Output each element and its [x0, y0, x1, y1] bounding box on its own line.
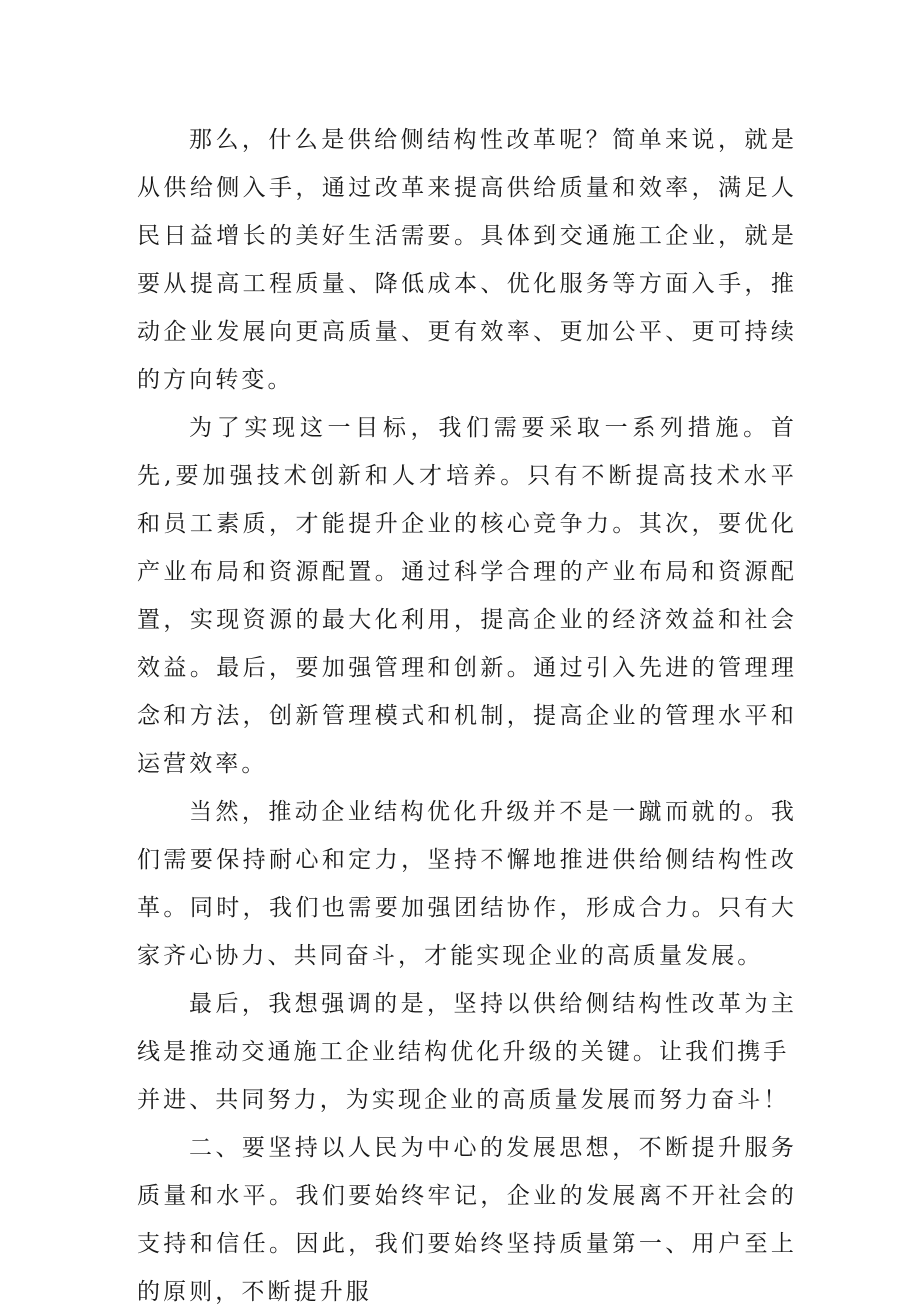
paragraph-conclusion-line1: 最后，我想强调的是，坚持以供给侧结构性改革为主线是推动交通施工企业结构优化升级的关键。让我们携手 — [137, 991, 797, 1065]
paragraph-measures: 为了实现这一目标，我们需要采取一系列措施。首先,要加强技术创新和人才培养。只有不断提高技术水平和员工素质，才能提升企业的核心竞争力。其次，要优化产业布局和资源配置。通过科学合理的产业布局和资源配置，实现资源的最大化利用，提高企业的经济效益和社会效益。最后，要加强管理和创新。通过引入先进的管理理念和方法，创新管理模式和机制，提高企业的管理水平和运营效率。 — [137, 415, 797, 777]
paragraph-people-centered: 二、要坚持以人民为中心的发展思想，不断提升服务质量和水平。我们要始终牢记，企业的发展离不开社会的支持和信任。因此，我们要始终坚持质量第一、用户至上的原则，不断提升服 — [137, 1135, 797, 1305]
paragraph-supply-side-reform: 那么，什么是供给侧结构性改革呢？简单来说，就是从供给侧入手，通过改革来提高供给质量和效率，满足人民日益增长的美好生活需要。具体到交通施工企业，就是要从提高工程质量、降低成本、优化服务等方面入手，推动企业发展向更高质量、更有效率、更加公平、更可持续的方向转变。 — [137, 127, 797, 393]
paragraph-conclusion-line2: 并进、共同努力，为实现企业的高质量发展而努力奋斗！ — [137, 1087, 790, 1113]
paragraph-patience: 当然，推动企业结构优化升级并不是一蹴而就的。我们需要保持耐心和定力，坚持不懈地推进供给侧结构性改革。同时，我们也需要加强团结协作，形成合力。只有大家齐心协力、共同奋斗，才能实现企业的高质量发展。 — [137, 799, 797, 969]
document-body — [137, 116, 797, 1316]
paragraph-conclusion — [137, 980, 797, 1124]
